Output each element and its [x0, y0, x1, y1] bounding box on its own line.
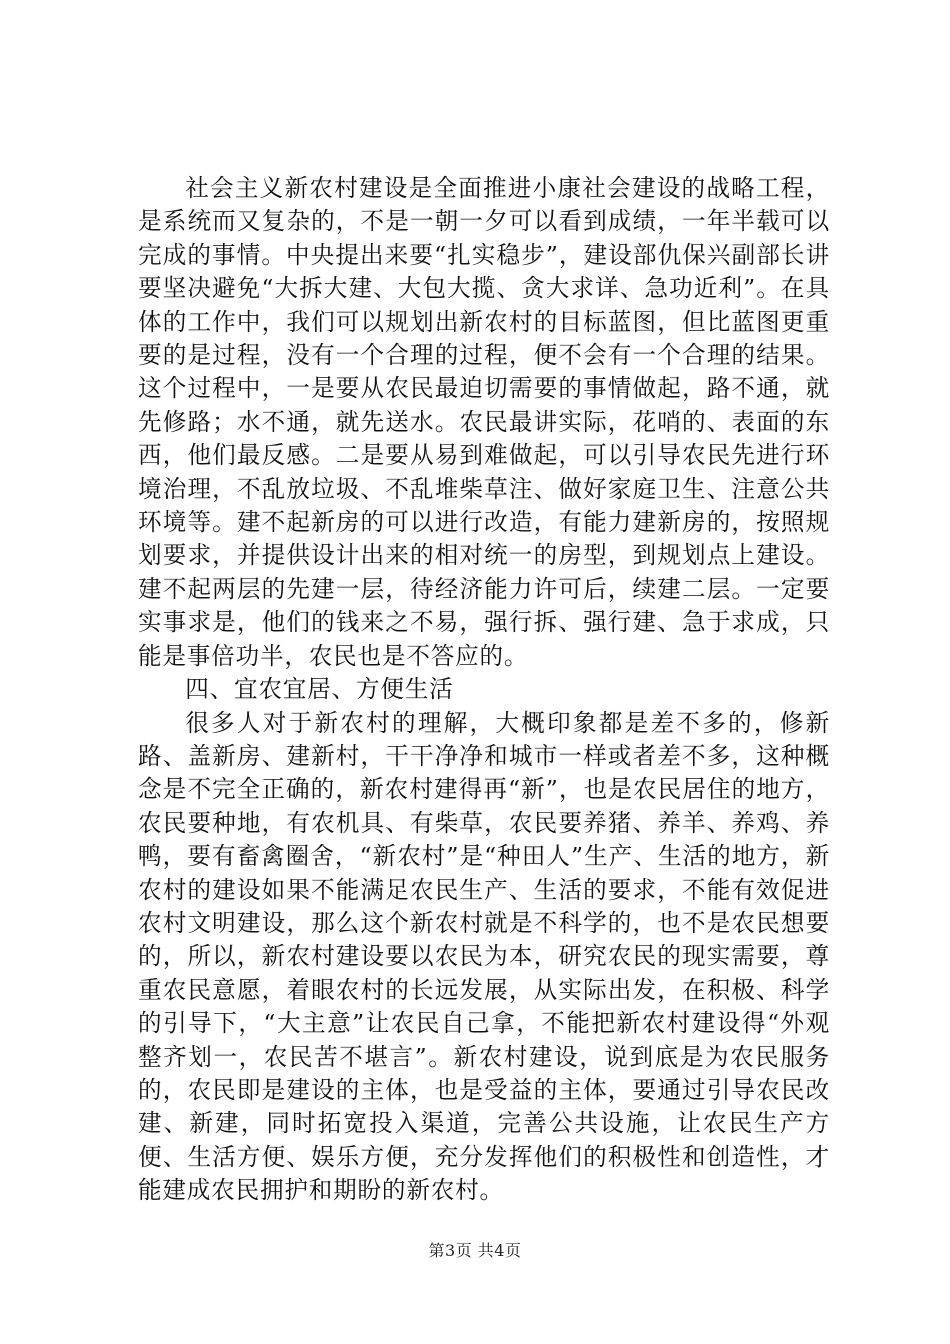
- document-body: [138, 172, 830, 1208]
- body-paragraph-1: 社会主义新农村建设是全面推进小康社会建设的战略工程，是系统而又复杂的，不是一朝一夕可以看到成绩，一年半载可以完成的事情。中央提出来要“扎实稳步”，建设部仇保兴副部长讲要坚决避免“大拆大建、大包大揽、贪大求详、急功近利”。在具体的工作中，我们可以规划出新农村的目标蓝图，但比蓝图更重要的是过程，没有一个合理的过程，便不会有一个合理的结果。这个过程中，一是要从农民最迫切需要的事情做起，路不通，就先修路；水不通，就先送水。农民最讲实际，花哨的、表面的东西，他们最反感。二是要从易到难做起，可以引导农民先进行环境治理，不乱放垃圾、不乱堆柴草注、做好家庭卫生、注意公共环境等。建不起新房的可以进行改造，有能力建新房的，按照规划要求，并提供设计出来的相对统一的房型，到规划点上建设。建不起两层的先建一层，待经济能力许可后，续建二层。一定要实事求是，他们的钱来之不易，强行拆、强行建、急于求成，只能是事倍功半，农民也是不答应的。: [138, 174, 830, 670]
- body-paragraph-2: 很多人对于新农村的理解，大概印象都是差不多的，修新路、盖新房、建新村，干干净净和城市一样或者差不多，这种概念是不完全正确的，新农村建得再“新”，也是农民居住的地方，农民要种地，有农机具、有柴草，农民要养猪、养羊、养鸡、养鸭，要有畜禽圈舍，“新农村”是“种田人”生产、生活的地方，新农村的建设如果不能满足农民生产、生活的要求，不能有效促进农村文明建设，那么这个新农村就是不科学的，也不是农民想要的，所以，新农村建设要以农民为本，研究农民的现实需要，尊重农民意愿，着眼农村的长远发展，从实际出发，在积极、科学的引导下，“大主意”让农民自己拿，不能把新农村建设得“外观整齐划一，农民苦不堪言”。新农村建设，说到底是为农民服务的，农民即是建设的主体，也是受益的主体，要通过引导农民改建、新建，同时拓宽投入渠道，完善公共设施，让农民生产方便、生活方便、娱乐方便，充分发挥他们的积极性和创造性，才能建成农民拥护和期盼的新农村。: [138, 708, 830, 1205]
- section-heading: 四、宜农宜居、方便生活: [185, 675, 454, 704]
- page-footer: 第3页 共4页: [428, 1241, 522, 1260]
